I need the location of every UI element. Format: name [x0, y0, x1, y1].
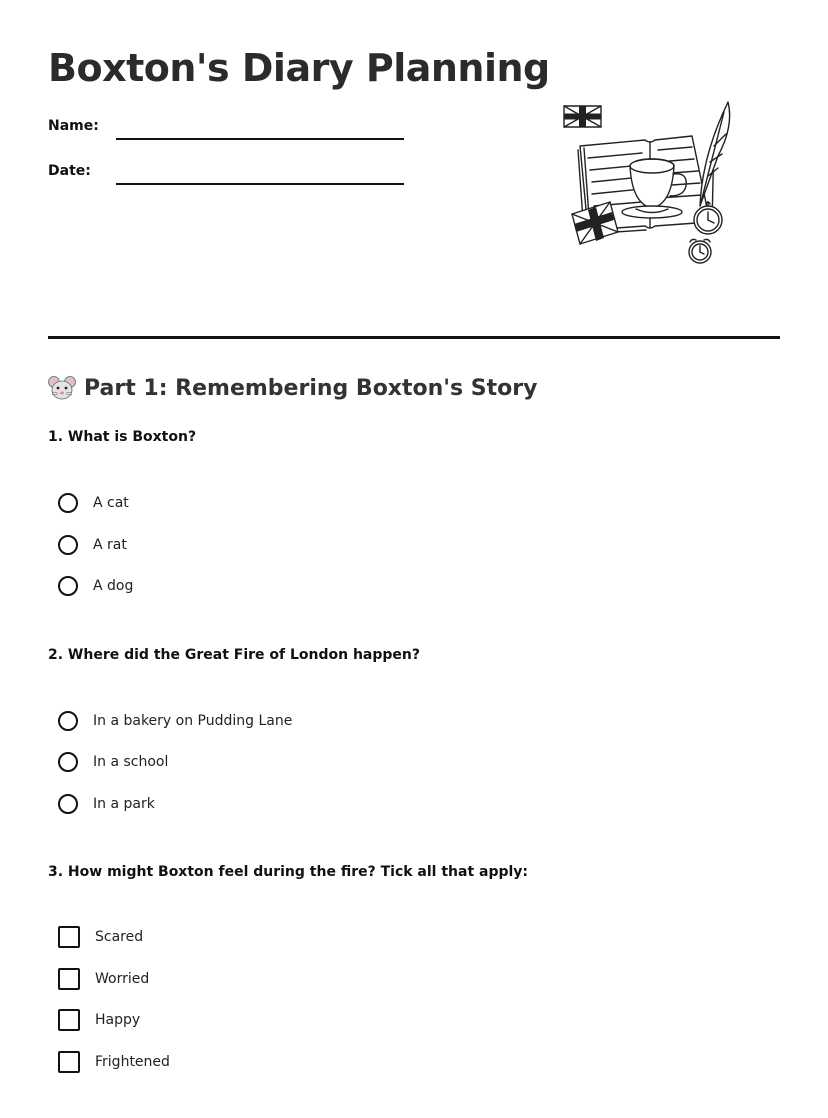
- name-write-line[interactable]: [116, 138, 404, 140]
- option-label: A cat: [93, 495, 129, 511]
- name-label: Name:: [48, 118, 99, 134]
- part1-heading-text: Part 1: Remembering Boxton's Story: [84, 375, 538, 401]
- q1-option-dog[interactable]: [58, 574, 133, 598]
- name-field[interactable]: [48, 116, 408, 140]
- option-label: Happy: [95, 1012, 141, 1028]
- option-label: A dog: [93, 578, 134, 594]
- checkbox[interactable]: [58, 1051, 80, 1073]
- q3-option-worried[interactable]: [58, 967, 149, 991]
- quill-icon: [700, 102, 730, 206]
- option-label: In a bakery on Pudding Lane: [93, 713, 293, 729]
- radio-button[interactable]: [58, 752, 78, 772]
- union-flag-small-icon: [564, 106, 601, 127]
- mouse-face-icon: [48, 374, 76, 402]
- q1-option-rat[interactable]: [58, 533, 127, 557]
- checkbox[interactable]: [58, 968, 80, 990]
- union-flag-large-icon: [572, 202, 618, 244]
- q3-option-scared[interactable]: [58, 925, 143, 949]
- option-label: In a park: [93, 796, 155, 812]
- date-write-line[interactable]: [116, 183, 404, 185]
- radio-button[interactable]: [58, 794, 78, 814]
- page-title: Boxton's Diary Planning: [48, 46, 550, 90]
- radio-button[interactable]: [58, 576, 78, 596]
- option-label: Frightened: [95, 1054, 170, 1070]
- part1-heading: [48, 374, 537, 402]
- q2-option-school[interactable]: [58, 750, 168, 774]
- alarm-clock-icon: [689, 239, 711, 263]
- option-label: Scared: [95, 929, 144, 945]
- question-1: 1. What is Boxton?: [48, 429, 197, 445]
- q3-option-frightened[interactable]: [58, 1050, 170, 1074]
- radio-button[interactable]: [58, 493, 78, 513]
- q1-option-cat[interactable]: [58, 491, 129, 515]
- question-3: 3. How might Boxton feel during the fire? Tick all that apply:: [48, 864, 529, 880]
- radio-button[interactable]: [58, 711, 78, 731]
- option-label: Worried: [95, 971, 150, 987]
- question-2: 2. Where did the Great Fire of London happen?: [48, 647, 421, 663]
- checkbox[interactable]: [58, 1009, 80, 1031]
- date-label: Date:: [48, 163, 91, 179]
- diary-illustration-icon: [560, 96, 740, 271]
- q2-option-park[interactable]: [58, 792, 155, 816]
- q3-option-happy[interactable]: [58, 1008, 140, 1032]
- option-label: In a school: [93, 754, 169, 770]
- option-label: A rat: [93, 537, 127, 553]
- date-field[interactable]: [48, 161, 408, 185]
- section-divider: [48, 336, 780, 339]
- q2-option-bakery[interactable]: [58, 709, 292, 733]
- radio-button[interactable]: [58, 535, 78, 555]
- checkbox[interactable]: [58, 926, 80, 948]
